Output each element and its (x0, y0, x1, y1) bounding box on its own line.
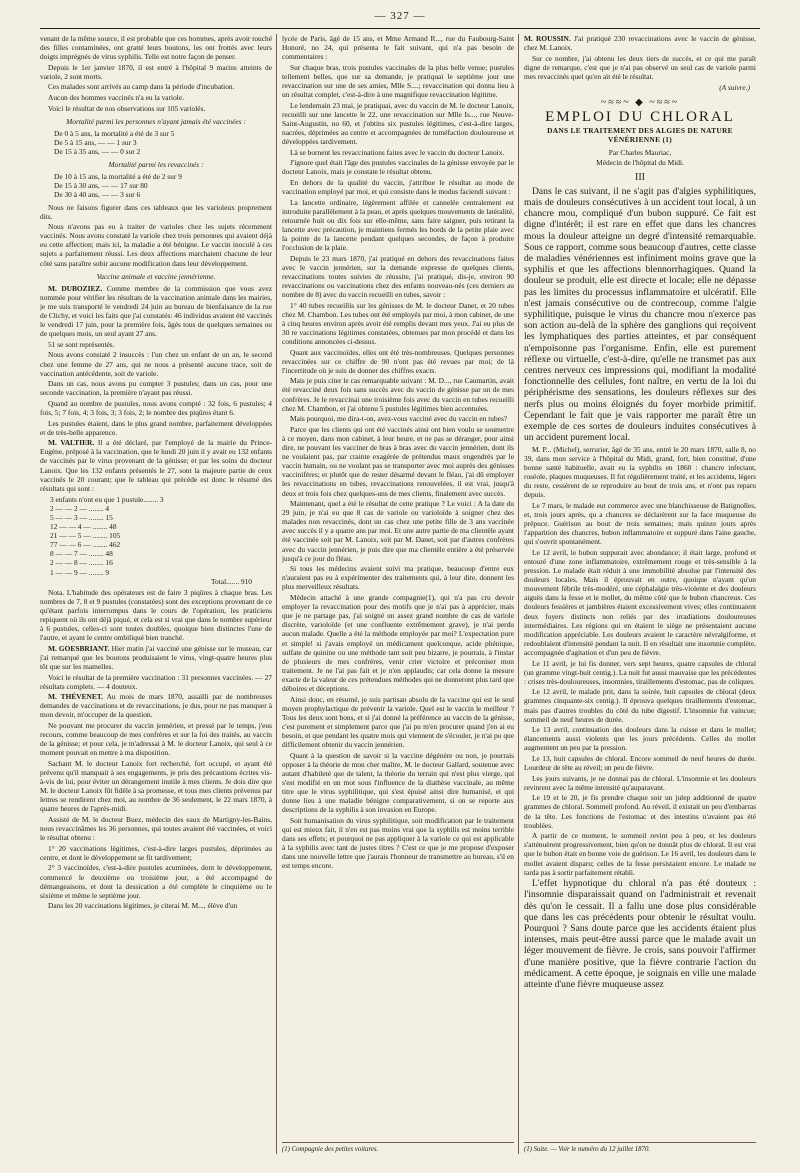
paragraph: Les pustules étaient, dans le plus grand nombre, parfaitement développées et de très-belle apparence. (40, 418, 272, 437)
paragraph: Quant aux vaccinoïdes, elles ont été très-nombreuses. Quelques personnes revaccinées sur ce chiffre de 90 n'ont pas été revues par moi; de là l'incertitude où je suis de donner des chiffres exacts. (282, 347, 514, 375)
paragraph: Dans un cas, nous avons pu compter 3 pustules; dans un cas, pour une seconde vaccination, la première n'ayant pas réussi. (40, 379, 272, 398)
speaker-name: M. ROUSSIN. (524, 34, 571, 43)
paragraph: Nota. L'habitude des opérateurs est de faire 3 piqûres à chaque bras. Les nombres de 7, 8 et 9 pustules (constatées) sont des exceptions provenant de ce qu'étant parfois interrompus dans le cours de l'opération, les praticiens repiquent où ils ont déjà piqué, et cela est si vrai que dans le nombre supérieur à 6 pustules, celles-ci sont toutes doubles, quoique bien distinctes l'une de l'autre, et ayant le centre ombiliqué bien tranché. (40, 587, 272, 643)
paragraph: Le 13, huit capsules de chloral. Encore sommeil de neuf heures de durée. Lourdeur de tête au réveil; un peu de fièvre. (524, 753, 756, 773)
paragraph: Le 7 mars, le malade eut commerce avec une blanchisseuse de Batignolles, et, trois jours après, qu a chancres se déclarèrent sur la face muqueuse du prépuce. Guérison au bout de trois semaines; mais quinze jours après l'apparition des chancres, bubon inflammatoire et suppuré dans l'aine gauche, qui s'ouvrit spontanément. (524, 500, 756, 547)
paragraph: Le 19 et le 20, je fis prendre chaque soir un julep additionné de quatre grammes de chloral. Sommeil profond. Au réveil, il existait un peu d'embarras de la tête. Les fonctions de l'estomac et des intestins n'avaient pas été troublées. (524, 793, 756, 830)
subheading: Mortalité parmi les revaccinés : (108, 160, 204, 170)
table-row: 21 — — 5 — ........ 105 (50, 531, 121, 541)
paragraph: Voici le résultat de nos observations sur 105 variolés. (48, 103, 206, 113)
mortality-table-revaccinated (54, 172, 272, 199)
table-row: De 5 à 15 ans, — — 1 sur 3 (54, 137, 137, 147)
paragraph: Médecin attaché à une grande compagnie(1), qui n'a pas cru devoir employer la revaccination pour des motifs que je n'ai pas à apprécier, mais que je ne partage pas, j'ai soigné un assez grand nombre de cas de variole discrète, varioloïde (et une confluente extrêmement grave), je n'ai perdu aucun malade. Quelle a été la méthode employée par moi? L'expectation pure et simple! si j'avais employé un médicament quelconque, acide phénique, sulfate de quinine ou une méthode tant soit peu bizarre, je pourrais, à l'instar de plusieurs de mes confrères, venir crier victoire et préconiser mon traitement. Je ne l'ai pas fait et je n'en applaudis; car cela donne la mesure exacte de la valeur de ces prétendues méthodes qui ne donneront plus tard que déboires et déceptions. (282, 593, 514, 693)
paragraph: Le 13 avril, continuation des douleurs dans la cuisse et dans le mollet; élancements aussi violents que les jours précédents. Celles du mollet augmentent un peu par la pression. (524, 725, 756, 753)
paragraph: Depuis le 1er janvier 1870, il est entré à l'hôpital 9 marins atteints de variole, 2 sont morts. (40, 62, 272, 81)
speaker-name: M. VALTIER. (48, 438, 95, 448)
table-row: De 10 à 15 ans, la mortalité a été de 2 sur 9 (54, 172, 182, 182)
paragraph: La lancette ordinaire, légèrement affilée et cannelée centralement est introduite parallèlement à la peau, et après quelques mouvements de latéralité, retournée huit ou dix fois sur elle-même, sans faire saigner, puis retirant la lancette avec précaution, je maintiens fermés les bords de la petite plaie avec la pointe de la lancette pendant quelques secondes, de façon à produire l'occlusion de la plaie. (282, 197, 514, 253)
table-row: 12 — — 4 — ........ 48 (50, 522, 117, 532)
paragraph: Sachant M. le docteur Lanoix fort recherché, fort occupé, et ayant été prévenu qu'il manquait à ses engagements, je pris des précautions écrites vis-à-vis de lui, pour éviter un dérangement inutile à mes clients. Je dois dire que M. le docteur Lanoix fût fidèle à sa promesse, et tous mes clients prévenus par lettres se rendirent chez moi, au nombre de 36 seulement, le 22 mars 1870, à quatre heures de l'après-midi. (40, 758, 272, 814)
paragraph: Mais pourquoi, me dira-t-on, avez-vous vacciné avec du vaccin en tubes? (290, 414, 508, 424)
article-subtitle: DANS LE TRAITEMENT DES ALGIES DE NATURE VÉNÉRIENNE (1) (547, 126, 733, 145)
paragraph: Les jours suivants, je ne donnai pas de chloral. L'insomnie et les douleurs revinrent avec la même intensité qu'auparavant. (524, 773, 756, 792)
paragraph: lycée de Paris, âgé de 15 ans, et Mme Armand R..., rue du Faubourg-Saint Honoré, no 24, qui présenta le fait suivant, qui n'a pas besoin de commentaires : (282, 34, 514, 62)
paragraph: Voici le résultat de la première vaccination : 31 personnes vaccinées. — 27 résultats complets. — 4 douteux. (40, 672, 272, 691)
paragraph: Ainsi donc, en résumé, je suis partisan absolu de la vaccine qui est le seul moyen prophylactique de prévenir la variole. Quel est le vaccin le meilleur ? Tous les deux sont bons, et si j'ai donné la préférence au vaccin de la génisse, c'est purement et simplement parce que j'ai pu m'en procurer quand j'en ai eu besoin, et que pendant les quatre mois qui viennent de s'écouler, je n'ai pu que difficilement obtenir du vaccin jennérien. (282, 694, 514, 750)
section-number: III (635, 171, 645, 183)
paragraph: J'ignore quel était l'âge des pustules vaccinales de la génisse envoyée par le docteur Lanoix, mais je constate le résultat obtenu. (282, 158, 514, 177)
table-row: 2 — — 2 — ........ 4 (50, 503, 110, 513)
paragraph: Dans les 20 vaccinations légitimes, je citerai M. M..., élève d'un (48, 901, 238, 911)
paragraph: Sur ce nombre, j'ai obtenu les deux tiers de succès, et ce qui me paraît digne de remarque, c'est que je n'ai pas observé un seul cas de variole parmi mes revaccinés quel qu'en ait été le résultat. (524, 53, 756, 81)
paragraph: 1° 40 tubes recueillis sur les génisses de M. le docteur Danet, et 20 tubes chez M. Chambon. Les tubes ont été employés par moi, à mon cabinet, de une à cinq heures environ après avoir été remplis devant mes yeux. J'ai eu plus de 30 re vaccinations légitimes constatées, obtenues par mon procédé et dans les conditions annoncées ci-dessus. (282, 300, 514, 346)
paragraph (40, 644, 272, 671)
paragraph: Quand au nombre de pustules, nous avons compté : 32 fois, 6 pustules; 4 fois, 5; 7 fois, 4; 3 fois, 3; 3 fois, 2; le nombre des piqûres étant 6. (40, 398, 272, 417)
table-row: De 0 à 5 ans, la mortalité a été de 3 sur 5 (54, 128, 175, 138)
footnote: (1) Compagnie des petites voitures. (282, 1142, 514, 1153)
paragraph: Depuis le 23 mars 1870, j'ai pratiqué en dehors des revaccinations faites avec le vaccin jennérien, sur la demande expresse de quelques clients, revaccinations toutes suivies de réussite, j'ai pratiqué, dis-je, environ 90 revaccinations ou vaccinations chez des enfants nouveau-nés (ces derniers au nombre de 8) avec du vaccin recueilli en tubes, savoir : (282, 253, 514, 300)
table-row: 8 — — 7 — ........ 48 (50, 549, 113, 559)
paragraph: Si tous les médecins avaient suivi ma pratique, beaucoup d'entre eux n'auraient pas eu à expérimenter des traitements qui, à leur dire, donnent les plus merveilleux résultats. (282, 564, 514, 592)
column-2 (282, 34, 514, 1159)
author-affiliation: Médecin de l'hôpital du Midi. (596, 157, 684, 167)
paragraph: En dehors de la qualité du vaccin, j'attribue le résultat au mode de vaccination employé par moi, et qui consiste dans le modus faciendi suivant : (282, 177, 514, 196)
header-rule (40, 28, 760, 29)
paragraph: Nous avons constaté 2 insuccès : l'un chez un enfant de un an, le second chez une femme de 27 ans, qui ne nous a présenté aucune trace, soit de vaccination antécédente, soit de variole. (40, 350, 272, 378)
table-row: De 15 à 35 ans, — — 0 sur 2 (54, 147, 141, 157)
column-3 (524, 34, 756, 1159)
paragraph (524, 34, 756, 52)
table-row: 77 — — 6 — ........ 462 (50, 540, 121, 550)
paragraph: 1° 20 vaccinations légitimes, c'est-à-dire larges pustules, déprimées au centre, et dont le développement se fit tardivement; (40, 843, 272, 862)
table-row: 5 — — 3 — ........ 15 (50, 513, 113, 522)
paragraph: Ne pouvant me procurer du vaccin jennérien, et pressé par le temps, j'eus recours, comme beaucoup de mes confrères et sur la foi des traités, au vaccin de la génisse; et pour cela, je m'adressai à M. le docteur Lanoix, qui seul à ce moment pouvait en mettre à ma disposition. (40, 721, 272, 758)
table-row: De 30 à 40 ans, — — 3 sur 6 (54, 190, 141, 200)
paragraph: Aucun des hommes vaccinés n'a eu la variole. (48, 93, 184, 103)
paragraph: 2° 3 vaccinoïdes, c'est-à-dire pustules acuminées, dont le développement, commencé le deuxième ou troisième jour, a été accompagné de démangeaisons, et dont la dessication a été complète le cinquième ou le sixième et même le septième jour. (40, 863, 272, 900)
page-number: — 327 — (374, 10, 426, 22)
article-author: Par Charles Mauriac, (608, 148, 672, 158)
paragraph-text: Au mois de mars 1870, assailli par de nombreuses demandes de vaccinations et de revaccinations, je dus, pour ne pas manquer à mon devoir, m'occuper de la question. (40, 692, 272, 720)
paragraph-text: J'ai pratiqué 230 revaccinations avec le vaccin de génisse, chez M. Lanoix. (524, 34, 756, 53)
paragraph: Ces malades sont arrivés au camp dans la période d'incubation. (48, 82, 235, 92)
paragraph: Maintenant, quel a été le résultat de cette pratique ? Le voici : A la date du 29 juin, je n'ai eu que 8 cas de variole ou varioloïde à soigner chez des malades non revaccinés, dont un cas chez une petite fille de 3 ans vaccinée avec succès il y a quatre ans par moi. Et une autre partie de ma clientèle ayant été vaccinée soit par M. Lanoix, soit par M. Danet, soit par d'autres confrères avec du vaccin jennérien, je puis dire que ma clientèle entière a été préservée jusqu'à ce jour du fléau. (282, 499, 514, 563)
paragraph: venant de la même source, il est probable que ces hommes, après avoir touché des filles contaminées, ont gratté leurs boutons, les ont frottés avec leurs doigts imprégnés de virus syphilis. Telle est notre façon de penser. (40, 34, 272, 62)
speaker-name: M. GOESBRIANT. (48, 643, 110, 653)
paragraph: Là se bornent les revaccinations faites avec le vaccin du docteur Lanoix. (290, 147, 505, 157)
paragraph: Soit humanisation du virus syphilitique, soit modification par le traitement qui est mieux fait, il n'en est pas moins vrai que la syphilis est moins terrible dans ses effets; et pourquoi ne pas appliquer à la variole ce qui est applicable à la syphilis avec tant de justes titres ? C'est ce que je me propose d'exposer dans une nouvelle lettre que j'aurais l'honneur de transmettre au bureau, s'il en est temps encore. (282, 815, 514, 871)
column-1 (40, 34, 272, 1159)
article-title: EMPLOI DU CHLORAL (545, 109, 735, 126)
paragraph: 51 se sont représentés. (48, 339, 115, 349)
paragraph: M. P... (Michel), serrurier, âgé de 35 ans, entré le 20 mars 1870, salle 8, no 39, dans mon service à l'hôpital du Midi, grand, fort, bien constitué, d'une bonne santé habituelle, avait eu la syphilis en 1860 : chancre infectant, roséole, plaques muqueuses. Il fut régulièrement traité, et les accidents, légers du reste, cessèrent de se reproduire au bout de trois ans, et n'ont pas reparu depuis. (524, 444, 756, 500)
paragraph: Le lendemain 23 mai, je pratiquai, avec du vaccin de M. le docteur Lanoix, recueilli sur une lancette le 22, une revaccination sur Mlle Is..., rue Neuve-Saint-Augustin, no 60, et j'obtins six pustules légitimes, c'est-à-dire larges, nacrées, déprimées au centre et accompagnées de tuméfaction douloureuse et développées tardivement. (282, 100, 514, 147)
mortality-table-nonvaccinated (54, 129, 272, 156)
paragraph: A partir de ce moment, le sommeil revint peu à peu, et les douleurs s'atténuèrent progressivement, bien qu'on ne donnât plus de chloral. Il est vrai que le bubon était en bonne voie de guérison. Le 16 avril, les douleurs dans le mollet avaient disparu; celles de la fesse persistaient encore. Le malade ne tarda pas à sortir parfaitement rétabli. (524, 831, 756, 877)
table-row: 2 — — 8 — ........ 16 (50, 558, 113, 568)
paragraph: Mais je puis citer le cas remarquable suivant : M. D..., rue Caumartin, avait été revacciné deux fois sans succès avec du vaccin de génisse par un de mes confrères. Je le revaccinai une troisième fois avec du vaccin en tubes recueilli chez M. Chambon, et j'ai obtenu 5 pustules légitimes bien accentuées. (282, 376, 514, 413)
page-header (0, 10, 800, 22)
paragraph: Nous ne faisons figurer dans ces tableaux que les varioleux proprement dits. (40, 202, 272, 221)
paragraph-text: Comme membre de la commission que vous avez nommée pour vérifier les résultats de la vaccination animale dans les mairies, je me suis transporté le vendredi 24 juin au bureau de bienfaisance de la rue de Clichy, et voici les faits que j'ai constatés: 46 individus avaient été vaccinés le vendredi 17 juin, pour la première fois, âgés tous de quelques semaines ou de quelques mois, un seul ayant 27 ans. (40, 283, 272, 339)
to-be-continued: (A suivre.) (719, 82, 750, 92)
paragraph-text: Il a été déclaré, par l'employé de la mairie du Prince-Eugène, préposé à la vaccination, que le lundi 20 juin il y avait eu 132 enfants de vaccinés par le virus provenant de la génisse; et par les soins du docteur Lanoix. Que les 132 enfants présentés le 27, sont la majeure partie de ceux vaccinés le 20 courant; que le tableau qui précède est donc le résumé des résultats qui sont : (40, 438, 272, 493)
paragraph: Le 11 avril, je lui fis donner, vers sept heures, quatre capsules de chloral (un gramme vingt-huit centig.). La nuit fut aussi mauvaise que les précédentes : crises très-douloureuses, insomnies, tiraillements d'estomac, pas de coliques. (524, 658, 756, 686)
paragraph (40, 284, 272, 339)
paragraph: Parce que les clients qui ont été vaccinés ainsi ont bien voulu se soumettre à ce moyen, dans mon cabinet, à leur heure, et ne pas se déranger, pour ainsi dire, ne pouvant les vacciner de bras à bras avec du vaccin jennérien, dont ils ne voulaient pas, par crainte exagérée de prétendus maux engendrés par le vaccin humain, ou ne voulant pas se transporter avec moi auprès des génisses vaccinifères; et plutôt que de rester désarmé devant le fléau, j'ai dû employer les revaccinations en tubes, revaccinations renouvelées, il est vrai, jusqu'à deux et trois fois chez quelques-uns de mes clients, finalement avec succès. (282, 424, 514, 498)
subheading: Mortalité parmi les personnes n'ayant jamais été vaccinées : (66, 116, 246, 126)
ornament-divider: ~≈≈~ ◆ ~≈≈~ (600, 97, 680, 109)
section-heading: Vaccine animale et vaccine jennérienne. (96, 271, 216, 281)
paragraph: Le 12 avril, le bubon suppurait avec abondance; il était large, profond et entouré d'une zone inflammatoire, extrêmement rouge et très-sensible à la pression. Le malade était réduit à une immobilité absolue par l'intensité des douleurs locales. Mais il éprouvait en outre, quoique n'ayant qu'un mouvement fébrile très-modéré, une céphalalgie très-violente et des douleurs aiguës dans la fesse et le mollet, du même côté que le bubon chancreux. Ces douleurs fessières et jambières étaient excessivement vives; elles continuaient deux foyers distincts non reliés par des irradiations douloureuses intermédiaires. Les régions qui en étaient le siège ne présentaient aucune modification appréciable. Les douleurs avaient le caractère névralgiforme, et redoublaient d'intensité pendant la nuit. Il en résultait une insomnie complète, accompagnée d'agitation et d'un peu de fièvre. (524, 547, 756, 657)
table-total: Total....... 910 (211, 576, 252, 586)
column-divider (518, 34, 519, 1154)
paragraph: Nous n'avons pas eu à traiter de varioles chez les sujets récemment vaccinés. Nous avons constaté la variole chez trois personnes qui avaient déjà eu cette affection; mais ici, la maladie a été bénigne. Le vaccin inoculé à ces sujets a parfaitement réussi. Les deux affections marchaient chacune de leur côté sans paraître subir aucune modification dans leur développement. (40, 222, 272, 268)
speaker-name: M. DUBOZIEZ. (48, 283, 103, 293)
speaker-name: M. THÉVENET. (48, 692, 104, 702)
paragraph-text: Hier matin j'ai vacciné une génisse sur le museau, car j'ai remarqué que les boutons produisaient le virus, vingt-quatre heures plus tôt que sur les mamelles. (40, 643, 272, 671)
paragraph: L'effet hypnotique du chloral n'a pas été douteux : l'insomnie disparaissait quand on l'administrait et revenait dès qu'on le cessait. Il a fallu une dose plus considérable que dans les cas précédents pour obtenir le résultat voulu. Pourquoi ? Sans doute parce que les accidents étaient plus intenses, mais peut-être aussi parce que le malade avait un léger mouvement de fièvre. Je crois, sans pouvoir l'affirmer d'une manière positive, que la fièvre contrarie l'action du médicament. A cette époque, je soignais en ville une malade atteinte d'une fièvre muqueuse assez (524, 878, 756, 991)
table-row: 3 enfants n'ont eu que 1 pustule........ 3 (50, 494, 164, 504)
footnote: (1) Suite. — Voir le numéro du 12 juillet 1870. (524, 1142, 756, 1153)
paragraph: Quant à la question de savoir si la vaccine dégénère ou non, je pourrais opposer à la théorie de mon cher maître, M. le docteur Gallard, soutenue avec autant d'habileté que de talent, la théorie du terrain qui n'est plus vierge, qui s'est modifié en un mot sous l'influence de la diathèse vaccinale, au même titre que le virus syphilitique, qui s'est épuisé ainsi dire humanisé, et qui donne lieu à une maladie bénigne comparativement, si on se reporte aux descriptions de la syphilis à son invasion en Europe. (282, 750, 514, 815)
paragraph: Sur chaque bras, trois pustules vaccinales de la plus belle venue; pustules tellement belles, que sur sa demande, je pratiquai le septième jour une revaccination sur une de ses amies, Mlle S....; revaccination qui donna lieu à un résultat complet, c'est-à-dire à une magnifique revaccination légitime. (282, 62, 514, 100)
paragraph (40, 438, 272, 493)
paragraph: Le 12 avril, le malade prit, dans la soirée, huit capsules de chloral (deux grammes cinquante-six centig.). Il éprouva quelques tiraillements d'estomac, mais pas d'autres troubles du côté du tube digestif. L'insomnie fut vaincue; sommeil de neuf heures de durée. (524, 687, 756, 724)
paragraph (40, 692, 272, 719)
paragraph: Assisté de M. le docteur Buez, médecin des eaux de Martigny-les-Bains, nous revaccinâmes les 36 personnes, qui toutes avaient été vaccinées, et voici le résultat obtenu : (40, 815, 272, 843)
table-row: De 15 à 30 ans, — — 17 sur 80 (54, 181, 148, 191)
column-divider (276, 34, 277, 1154)
lead-paragraph: Dans le cas suivant, il ne s'agit pas d'algies syphilitiques, mais de douleurs consécutives à un accident tout local, à un chancre mou, compliqué d'un bubon suppuré. Ce fait est digne d'intérêt; il est rare en effet que dans les chancres mous la douleur atteigne un degré d'intensité remarquable. Sous ce rapport, comme sous beaucoup d'autres, cette classe de maladies vénériennes est infiniment moins grave que la syphilis et que les affections blennorrhagiques. Quand la douleur se produit, elle est directe et locale; elle ne dépasse pas les limites du processus inflammatoire et ulcératif. Elle n'est jamais consécutive ou de contrecoup, comme l'algie syphilitique, puisque le virus du chancre mou n'exerce pas son action au-delà de la sphère des ganglions qui reçoivent les lymphatiques des parties atteintes, et par conséquent n'empoisonne pas l'organisme. Enfin, elle est purement réflexe ou virtuelle, c'est-à-dire, qu'elle ne transmet pas aux centres nerveux ces impressions qui, modifiant la modalité fonctionnelle des cellules, font naître, en vertu de la loi du périphérisme des sensations, les douleurs réflexes sur des nerfs plus ou moins éloignés du foyer morbide primitif. Cependant le fait que je vais rapporter me paraît être un exemple de ces sortes de douleurs induites consécutives à un accident purement local. (524, 185, 756, 444)
table-row: 1 — — 9 — ........ 9 (50, 567, 110, 577)
pustule-count-table (50, 495, 272, 586)
